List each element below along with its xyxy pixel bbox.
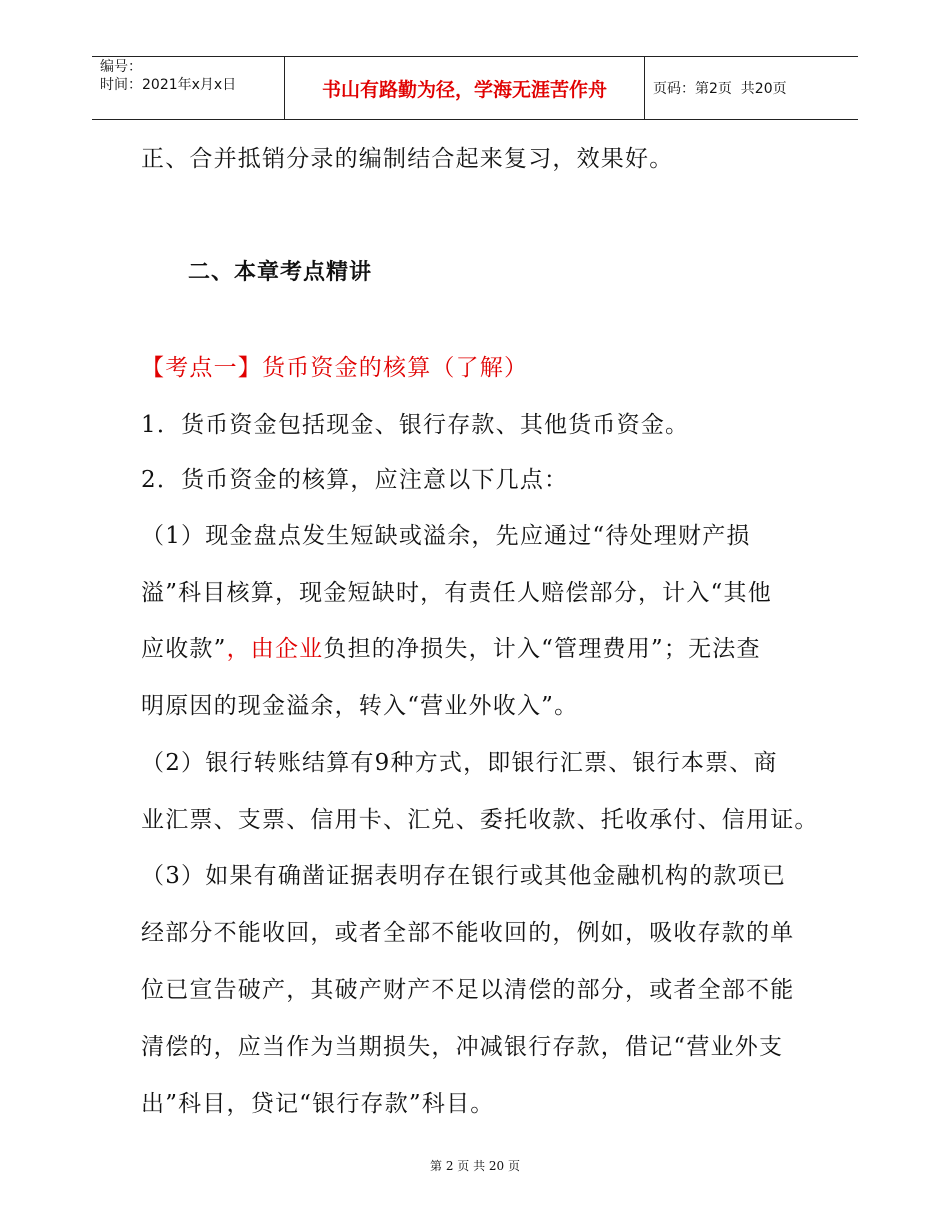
para3-line3: 位已宣告破产，其破产财产不足以清偿的部分，或者全部不能 [141,977,795,1003]
number-label: 编号： [100,59,142,75]
intro-line: 正、合并抵销分录的编制结合起来复习，效果好。 [141,146,674,172]
item-2: 2．货币资金的核算，应注意以下几点： [141,467,569,493]
header-meta [92,57,285,119]
page-header [92,56,858,120]
para2-line1: （2）银行转账结算有9种方式，即银行汇票、银行本票、商 [141,750,778,776]
para1-line3-end: 负担的净损失，计入“管理费用”；无法查 [323,636,761,662]
page-footer: 第 2 页 共 20 页 [430,1159,520,1173]
header-motto: 书山有路勤为径，学海无涯苦作舟 [285,57,645,119]
para1-line4: 明原因的现金溢余，转入“营业外收入”。 [141,693,579,719]
para1-line3 [141,634,761,664]
topic-title: 【考点一】货币资金的核算（了解） [141,355,529,381]
item-1: 1．货币资金包括现金、银行存款、其他货币资金。 [141,412,690,438]
para1-line2: 溢”科目核算，现金短缺时，有责任人赔偿部分，计入“其他 [141,580,772,606]
para3-line2: 经部分不能收回，或者全部不能收回的，例如，吸收存款的单 [141,920,795,946]
para1-line3-highlight: ，由企业 [226,636,324,662]
para3-line4: 清偿的，应当作为当期损失，冲减银行存款，借记“营业外支 [141,1034,784,1060]
para1-line3-start: 应收款” [141,636,227,662]
header-page-info: 页码：第2页 共20页 [653,81,787,97]
para2-line2: 业汇票、支票、信用卡、汇兑、委托收款、托收承付、信用证。 [141,807,819,833]
para3-line1: （3）如果有确凿证据表明存在银行或其他金融机构的款项已 [141,863,787,889]
para1-line1: （1）现金盘点发生短缺或溢余，先应通过“待处理财产损 [141,523,751,549]
time-label: 时间：2021年x月x日 [100,77,237,93]
para3-line5: 出”科目，贷记“银行存款”科目。 [141,1091,495,1117]
section-heading: 二、本章考点精讲 [188,260,373,285]
